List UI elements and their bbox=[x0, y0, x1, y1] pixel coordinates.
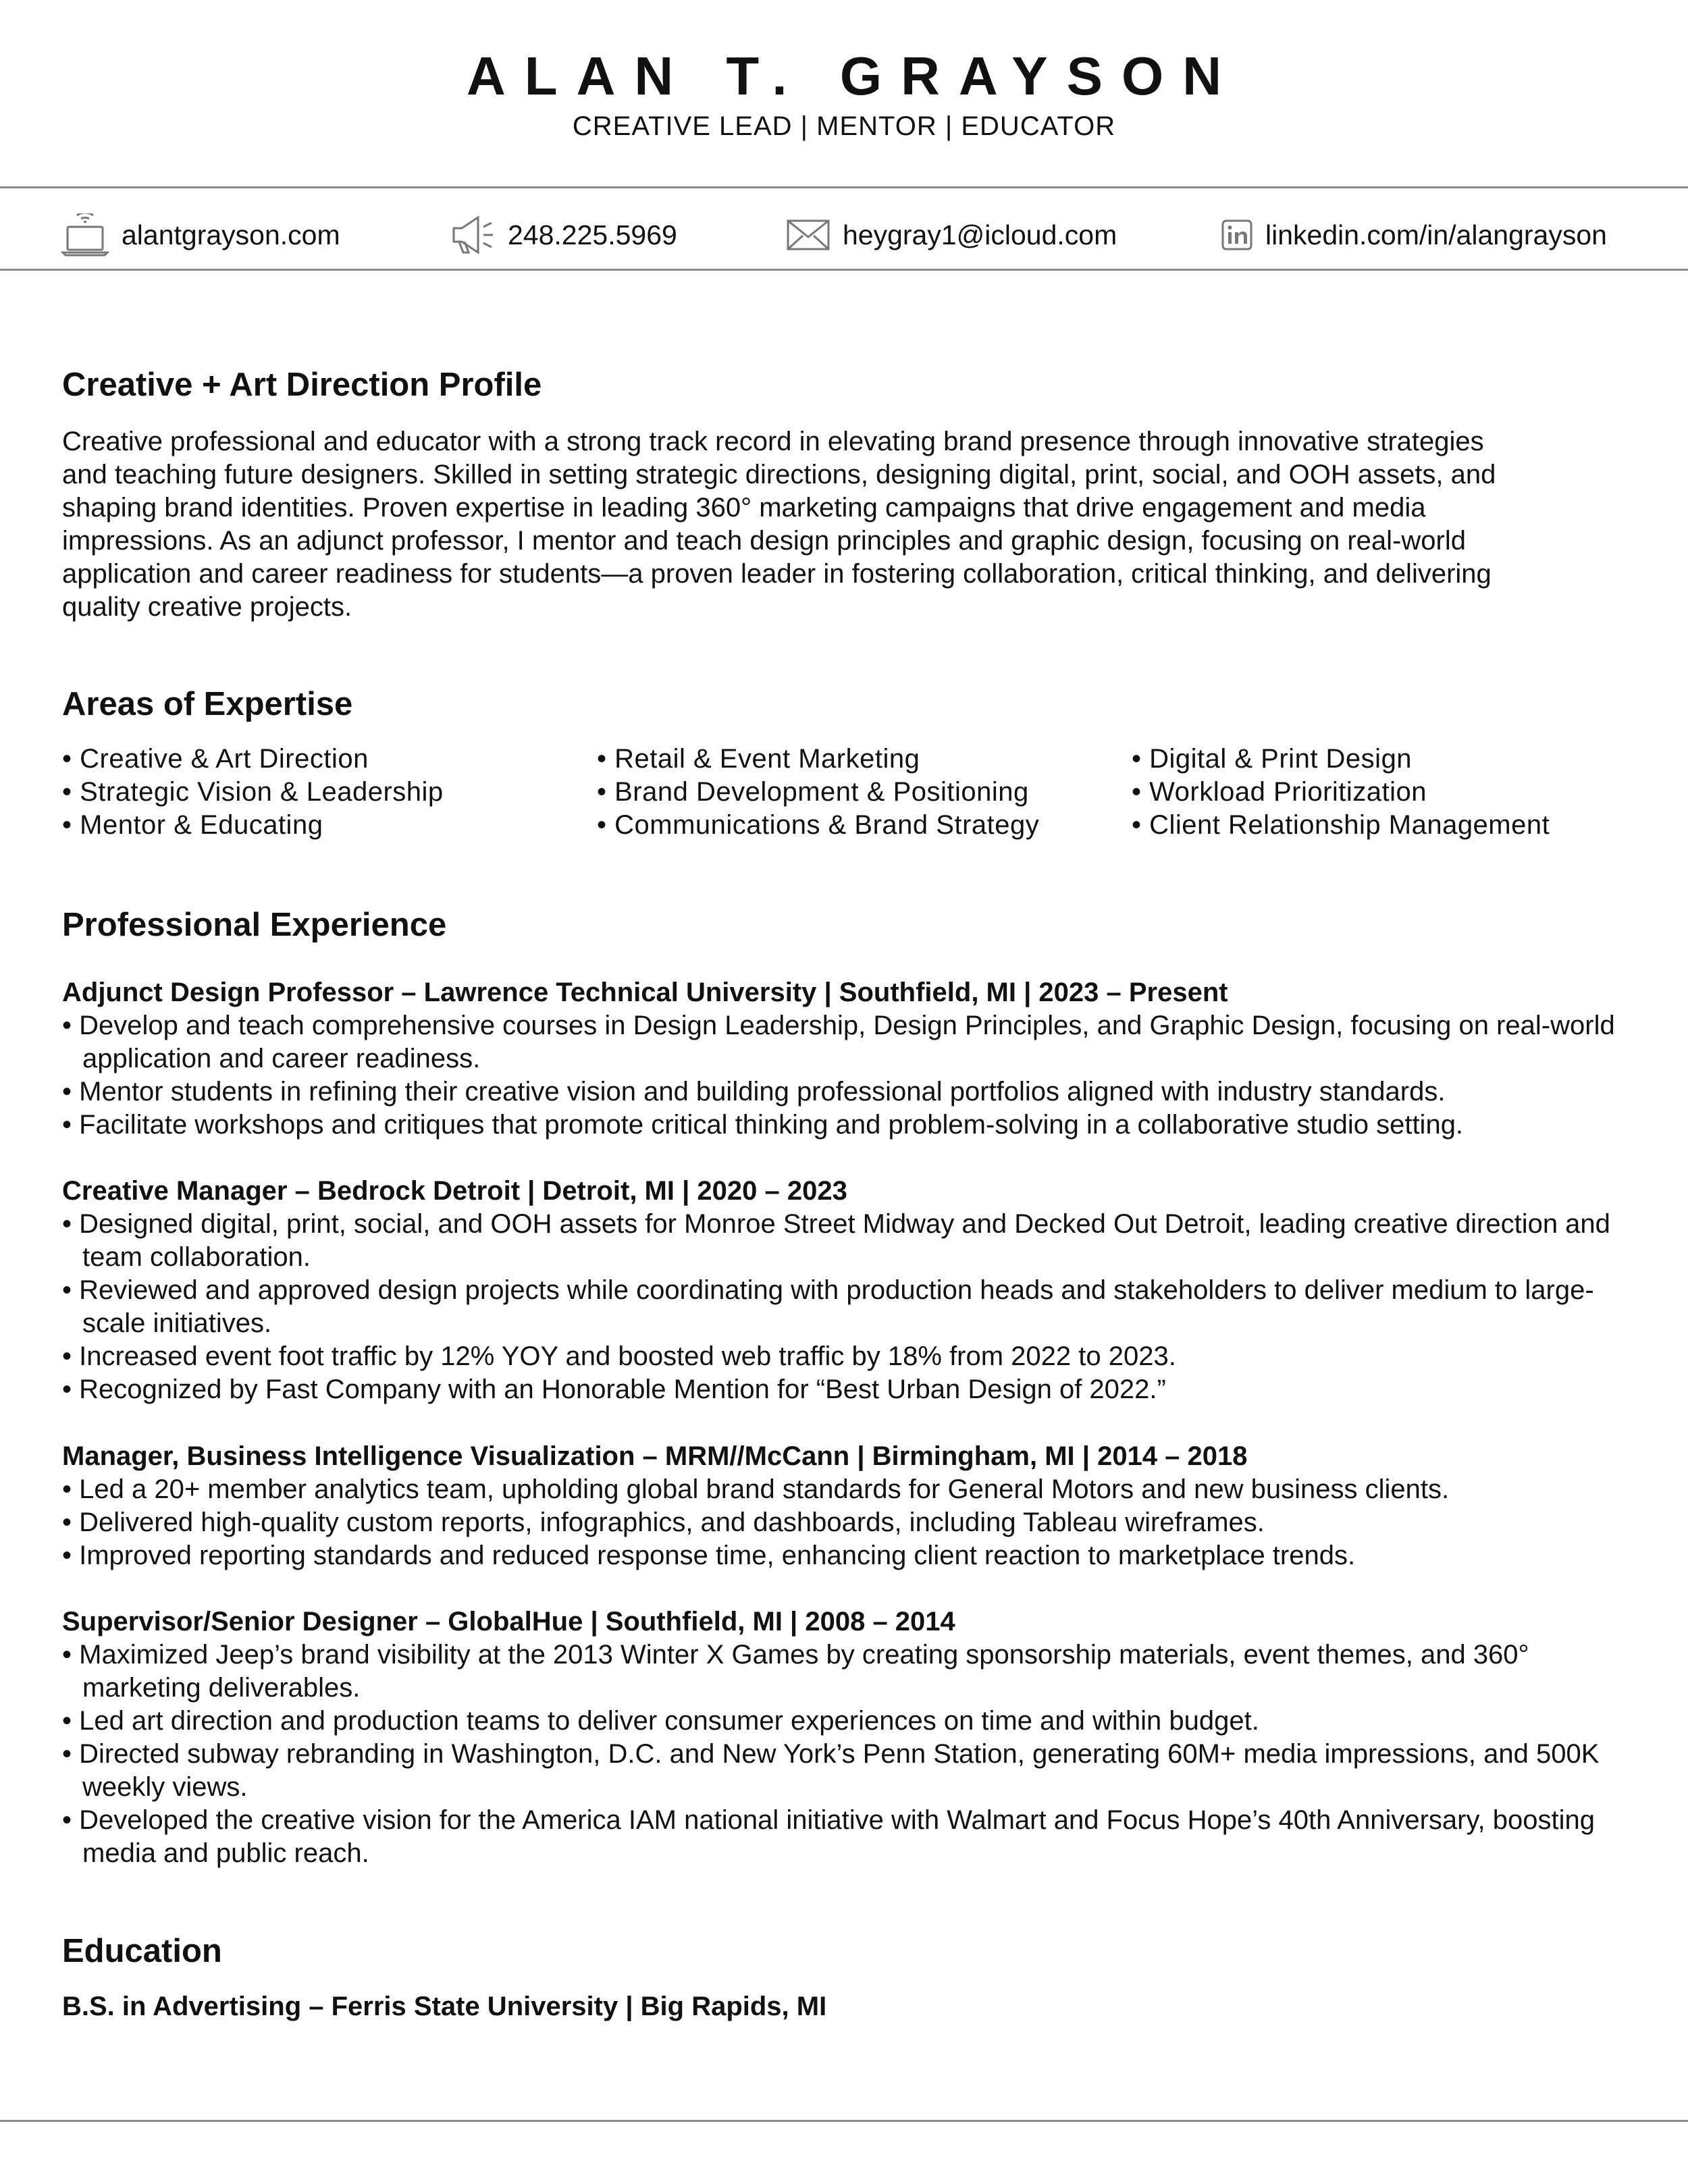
job-entry bbox=[62, 1175, 1642, 1406]
expertise-item: • Communications & Brand Strategy bbox=[597, 809, 1132, 842]
job-bullets bbox=[62, 1208, 1642, 1406]
job-bullet: • Designed digital, print, social, and OOH assets for Monroe Street Midway and Decked Out Detroit, leading creative direction and team collaboration. bbox=[62, 1208, 1642, 1274]
experience-heading: Professional Experience bbox=[62, 907, 447, 943]
contact-phone[interactable] bbox=[451, 213, 677, 257]
footer-rule bbox=[0, 2120, 1688, 2122]
profile-line: impressions. As an adjunct professor, I mentor and teach design principles and graphic design, focusing on real-world bbox=[62, 526, 1466, 556]
header-bottom-rule bbox=[0, 269, 1688, 271]
job-bullet: • Led art direction and production teams to deliver consumer experiences on time and within budget. bbox=[62, 1705, 1642, 1738]
education-degree: B.S. in Advertising – Ferris State University | Big Rapids, MI bbox=[62, 1992, 827, 2021]
education-heading: Education bbox=[62, 1933, 222, 1969]
job-bullet: • Improved reporting standards and reduced response time, enhancing client reaction to marketplace trends. bbox=[62, 1539, 1642, 1572]
expertise-item: • Retail & Event Marketing bbox=[597, 743, 1132, 776]
laptop-icon bbox=[61, 213, 109, 257]
megaphone-icon bbox=[451, 215, 496, 255]
linkedin-icon bbox=[1221, 219, 1253, 251]
expertise-column-2 bbox=[597, 743, 1132, 842]
job-bullet: • Recognized by Fast Company with an Honorable Mention for “Best Urban Design of 2022.” bbox=[62, 1373, 1642, 1406]
expertise-columns bbox=[62, 743, 1683, 842]
profile-line: application and career readiness for students—a proven leader in fostering collaboration, critical thinking, and delivering bbox=[62, 559, 1492, 589]
job-heading: Manager, Business Intelligence Visualization – MRM//McCann | Birmingham, MI | 2014 – 2018 bbox=[62, 1441, 1248, 1471]
job-bullet: • Maximized Jeep’s brand visibility at the 2013 Winter X Games by creating sponsorship materials, event themes, and 360° marketing deliverables. bbox=[62, 1639, 1642, 1705]
contact-email[interactable] bbox=[786, 213, 1117, 257]
job-bullet: • Directed subway rebranding in Washington, D.C. and New York’s Penn Station, generating 60M+ media impressions, and 500K weekly views. bbox=[62, 1738, 1642, 1804]
phone-number[interactable]: 248.225.5969 bbox=[508, 219, 677, 250]
expertise-column-3 bbox=[1132, 743, 1658, 842]
profile-line: and teaching future designers. Skilled in setting strategic directions, designing digital, print, social, and OOH assets, and bbox=[62, 460, 1496, 489]
job-bullet: • Mentor students in refining their creative vision and building professional portfolios aligned with industry standards. bbox=[62, 1075, 1642, 1109]
job-heading: Creative Manager – Bedrock Detroit | Detroit, MI | 2020 – 2023 bbox=[62, 1176, 847, 1206]
profile-line: shaping brand identities. Proven expertise in leading 360° marketing campaigns that drive engagement and media bbox=[62, 493, 1426, 523]
profile-paragraph bbox=[62, 425, 1629, 624]
job-heading: Supervisor/Senior Designer – GlobalHue | Southfield, MI | 2008 – 2014 bbox=[62, 1607, 955, 1636]
job-bullet: • Develop and teach comprehensive courses in Design Leadership, Design Principles, and Graphic Design, focusing on real-world application and career readiness. bbox=[62, 1009, 1642, 1075]
job-bullet: • Facilitate workshops and critiques that promote critical thinking and problem-solving in a collaborative studio setting. bbox=[62, 1109, 1642, 1142]
expertise-item: • Mentor & Educating bbox=[62, 809, 597, 842]
expertise-heading: Areas of Expertise bbox=[62, 686, 353, 722]
candidate-name: ALAN T. GRAYSON bbox=[466, 46, 1240, 106]
profile-heading: Creative + Art Direction Profile bbox=[62, 367, 542, 403]
header-top-rule bbox=[0, 186, 1688, 188]
profile-line: quality creative projects. bbox=[62, 592, 352, 622]
expertise-item: • Strategic Vision & Leadership bbox=[62, 776, 597, 809]
job-bullets bbox=[62, 1009, 1642, 1142]
expertise-item: • Digital & Print Design bbox=[1132, 743, 1658, 776]
job-bullet: • Developed the creative vision for the America IAM national initiative with Walmart and Focus Hope’s 40th Anniversary, boosting media and public reach. bbox=[62, 1804, 1642, 1870]
expertise-item: • Creative & Art Direction bbox=[62, 743, 597, 776]
profile-line: Creative professional and educator with a strong track record in elevating brand presence through innovative strategies bbox=[62, 427, 1484, 456]
email-link[interactable]: heygray1@icloud.com bbox=[843, 219, 1117, 250]
job-entry bbox=[62, 1605, 1642, 1870]
linkedin-link[interactable]: linkedin.com/in/alangrayson bbox=[1265, 219, 1607, 250]
job-heading: Adjunct Design Professor – Lawrence Technical University | Southfield, MI | 2023 – Present bbox=[62, 978, 1228, 1007]
expertise-item: • Brand Development & Positioning bbox=[597, 776, 1132, 809]
job-bullets bbox=[62, 1473, 1642, 1572]
job-bullet: • Increased event foot traffic by 12% YOY and boosted web traffic by 18% from 2022 to 2023. bbox=[62, 1340, 1642, 1373]
job-entry bbox=[62, 1440, 1642, 1572]
job-bullet: • Led a 20+ member analytics team, upholding global brand standards for General Motors and new business clients. bbox=[62, 1473, 1642, 1506]
expertise-item: • Client Relationship Management bbox=[1132, 809, 1658, 842]
job-bullet: • Delivered high-quality custom reports, infographics, and dashboards, including Tableau wireframes. bbox=[62, 1506, 1642, 1539]
expertise-item: • Workload Prioritization bbox=[1132, 776, 1658, 809]
contact-website[interactable] bbox=[61, 213, 340, 257]
website-link[interactable]: alantgrayson.com bbox=[122, 219, 340, 250]
envelope-icon bbox=[786, 219, 830, 251]
job-bullets bbox=[62, 1639, 1642, 1870]
contact-linkedin[interactable] bbox=[1221, 213, 1607, 257]
expertise-column-1 bbox=[62, 743, 597, 842]
candidate-tagline: CREATIVE LEAD | MENTOR | EDUCATOR bbox=[572, 111, 1116, 141]
job-bullet: • Reviewed and approved design projects while coordinating with production heads and stakeholders to deliver medium to large-scale initiatives. bbox=[62, 1274, 1642, 1340]
job-entry bbox=[62, 976, 1642, 1142]
